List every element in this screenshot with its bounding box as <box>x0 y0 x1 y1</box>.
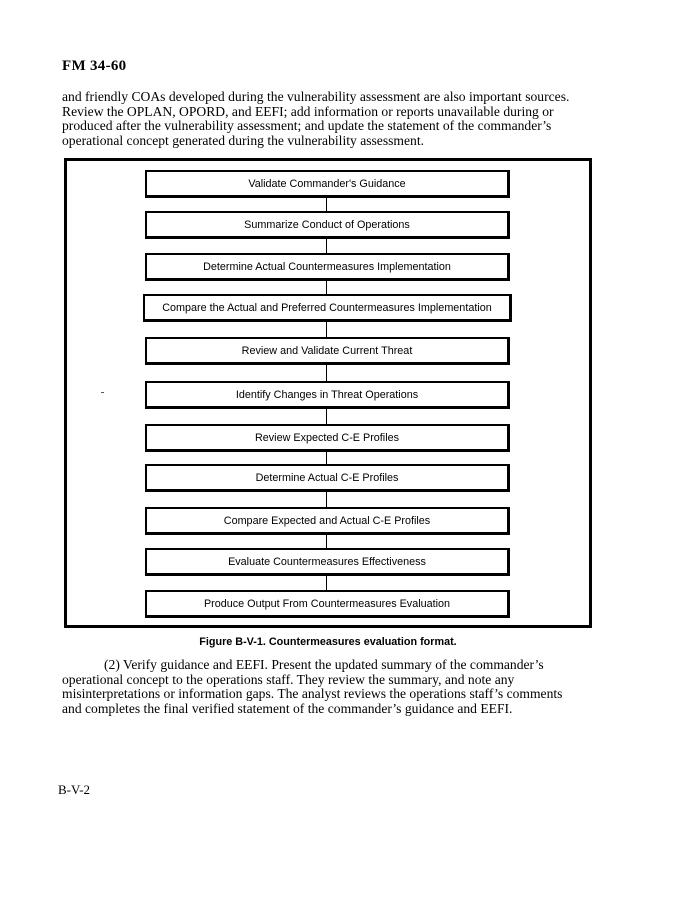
flow-step-review-profiles: Review Expected C-E Profiles <box>145 424 510 452</box>
scan-mark <box>101 392 104 393</box>
flow-step-determine-implementation: Determine Actual Countermeasures Implementation <box>145 253 510 281</box>
para-line: operational concept to the operations staff. They review the summary, and note any <box>62 671 515 687</box>
flow-step-summarize-operations: Summarize Conduct of Operations <box>145 211 510 239</box>
flow-step-produce-output: Produce Output From Countermeasures Evaluation <box>145 590 510 618</box>
intro-line: Review the OPLAN, OPORD, and EEFI; add information or reports unavailable during or <box>62 103 554 119</box>
intro-line: produced after the vulnerability assessment; and update the statement of the commander’s <box>62 118 552 133</box>
intro-line: and friendly COAs developed during the vulnerability assessment are also important sources. <box>62 89 570 104</box>
flow-step-compare-profiles: Compare Expected and Actual C-E Profiles <box>145 507 510 535</box>
flow-step-evaluate-effectiveness: Evaluate Countermeasures Effectiveness <box>145 548 510 576</box>
body-paragraph <box>62 658 582 716</box>
para-line: misinterpretations or information gaps. The analyst reviews the operations staff’s comments <box>62 686 563 701</box>
flow-step-determine-profiles: Determine Actual C-E Profiles <box>145 464 510 492</box>
page-header: FM 34-60 <box>62 58 127 74</box>
flow-step-identify-changes: Identify Changes in Threat Operations <box>145 381 510 409</box>
intro-line: operational concept generated during the vulnerability assessment. <box>62 132 424 148</box>
page-footer: B-V-2 <box>58 782 91 797</box>
para-line-text: (2) Verify guidance and EEFI. Present the updated summary of the commander’s <box>104 657 544 672</box>
flow-step-compare-implementation: Compare the Actual and Preferred Countermeasures Implementation <box>143 294 512 322</box>
figure-caption: Figure B-V-1. Countermeasures evaluation format. <box>199 636 457 648</box>
intro-paragraph <box>62 90 582 148</box>
para-line: and completes the final verified statement of the commander’s guidance and EEFI. <box>62 700 513 716</box>
flow-step-validate-guidance: Validate Commander's Guidance <box>145 170 510 198</box>
para-line <box>62 658 582 673</box>
flow-step-review-threat: Review and Validate Current Threat <box>145 337 510 365</box>
